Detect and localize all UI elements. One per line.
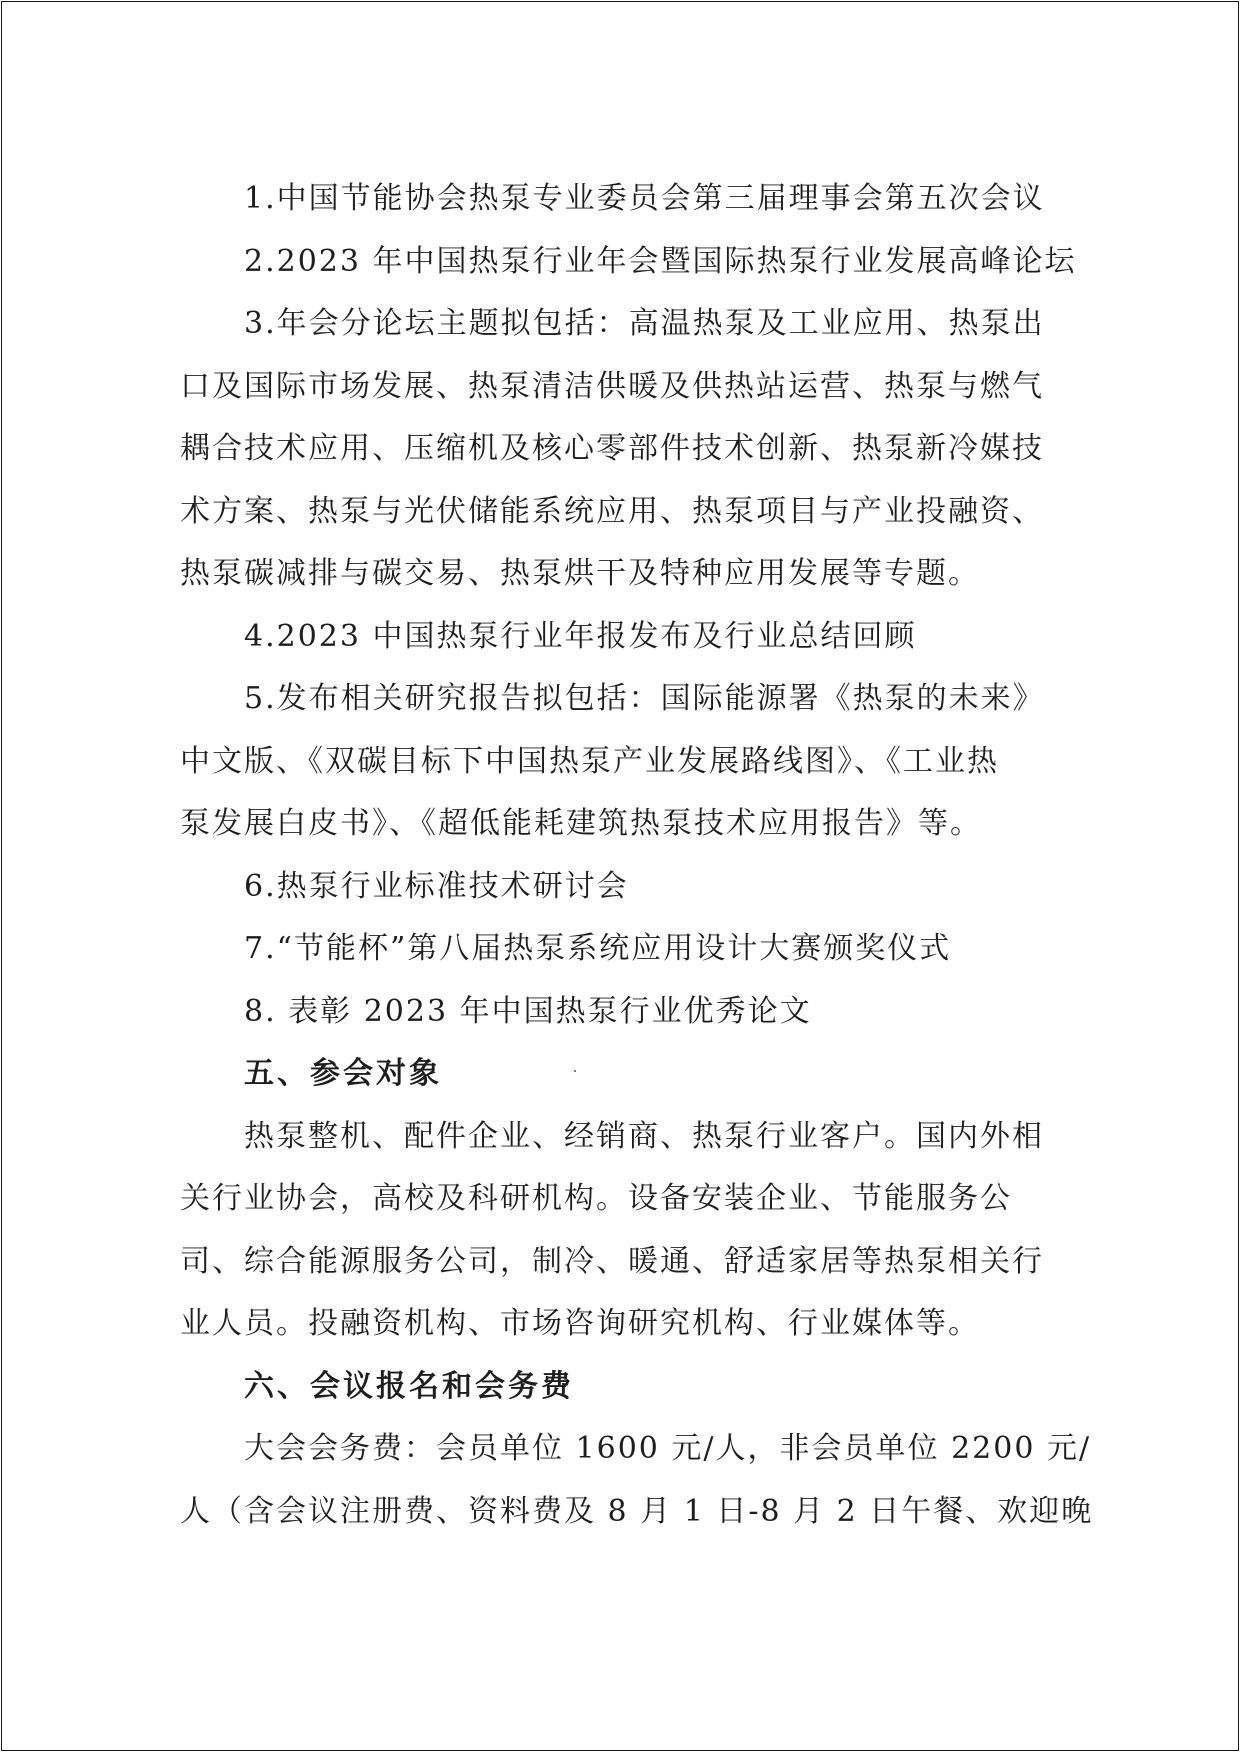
section-heading-registration: 六、会议报名和会务费 xyxy=(244,1368,574,1404)
agenda-item-5-continued: 中文版、《双碳目标下中国热泵产业发展路线图》、《工业热 xyxy=(180,743,999,779)
document-page xyxy=(1,1,1239,1751)
fee-paragraph-continued: 人（含会议注册费、资料费及 8 月 1 日-8 月 2 日午餐、欢迎晚 xyxy=(180,1493,1094,1529)
agenda-item-3-continued: 耦合技术应用、压缩机及核心零部件技术创新、热泵新冷媒技 xyxy=(180,431,1044,466)
agenda-item-4: 4.2023 中国热泵行业年报发布及行业总结回顾 xyxy=(244,618,917,654)
attendees-paragraph-continued: 业人员。投融资机构、市场咨询研究机构、行业媒体等。 xyxy=(180,1306,980,1341)
agenda-item-6: 6.热泵行业标准技术研讨会 xyxy=(244,868,629,904)
agenda-item-1: 1.中国节能协会热泵专业委员会第三届理事会第五次会议 xyxy=(244,181,1045,216)
section-heading-attendees: 五、参会对象 xyxy=(244,1056,442,1091)
agenda-item-3-continued: 术方案、热泵与光伏储能系统应用、热泵项目与产业投融资、 xyxy=(180,493,1044,529)
agenda-item-3-continued: 热泵碳减排与碳交易、热泵烘干及特种应用发展等专题。 xyxy=(180,556,980,591)
attendees-paragraph: 热泵整机、配件企业、经销商、热泵行业客户。国内外相 xyxy=(244,1118,1044,1154)
attendees-paragraph-continued: 关行业协会，高校及科研机构。设备安装企业、节能服务公 xyxy=(180,1181,1012,1216)
agenda-item-5: 5.发布相关研究报告拟包括：国际能源署《热泵的未来》 xyxy=(244,681,1045,716)
agenda-item-5-continued: 泵发展白皮书》、《超低能耗建筑热泵技术应用报告》等。 xyxy=(180,806,982,841)
document-body xyxy=(180,168,1094,1543)
fee-paragraph: 大会会务费：会员单位 1600 元/人，非会员单位 2200 元/ xyxy=(244,1431,1092,1466)
agenda-item-2: 2.2023 年中国热泵行业年会暨国际热泵行业发展高峰论坛 xyxy=(244,243,1077,279)
scan-speck xyxy=(574,1070,576,1072)
agenda-item-3: 3.年会分论坛主题拟包括：高温热泵及工业应用、热泵出 xyxy=(244,306,1045,341)
agenda-item-3-continued: 口及国际市场发展、热泵清洁供暖及供热站运营、热泵与燃气 xyxy=(180,368,1044,404)
agenda-item-8: 8. 表彰 2023 年中国热泵行业优秀论文 xyxy=(244,993,812,1029)
agenda-item-7: 7.“节能杯”第八届热泵系统应用设计大赛颁奖仪式 xyxy=(244,931,952,966)
attendees-paragraph-continued: 司、综合能源服务公司，制冷、暖通、舒适家居等热泵相关行 xyxy=(180,1243,1044,1279)
